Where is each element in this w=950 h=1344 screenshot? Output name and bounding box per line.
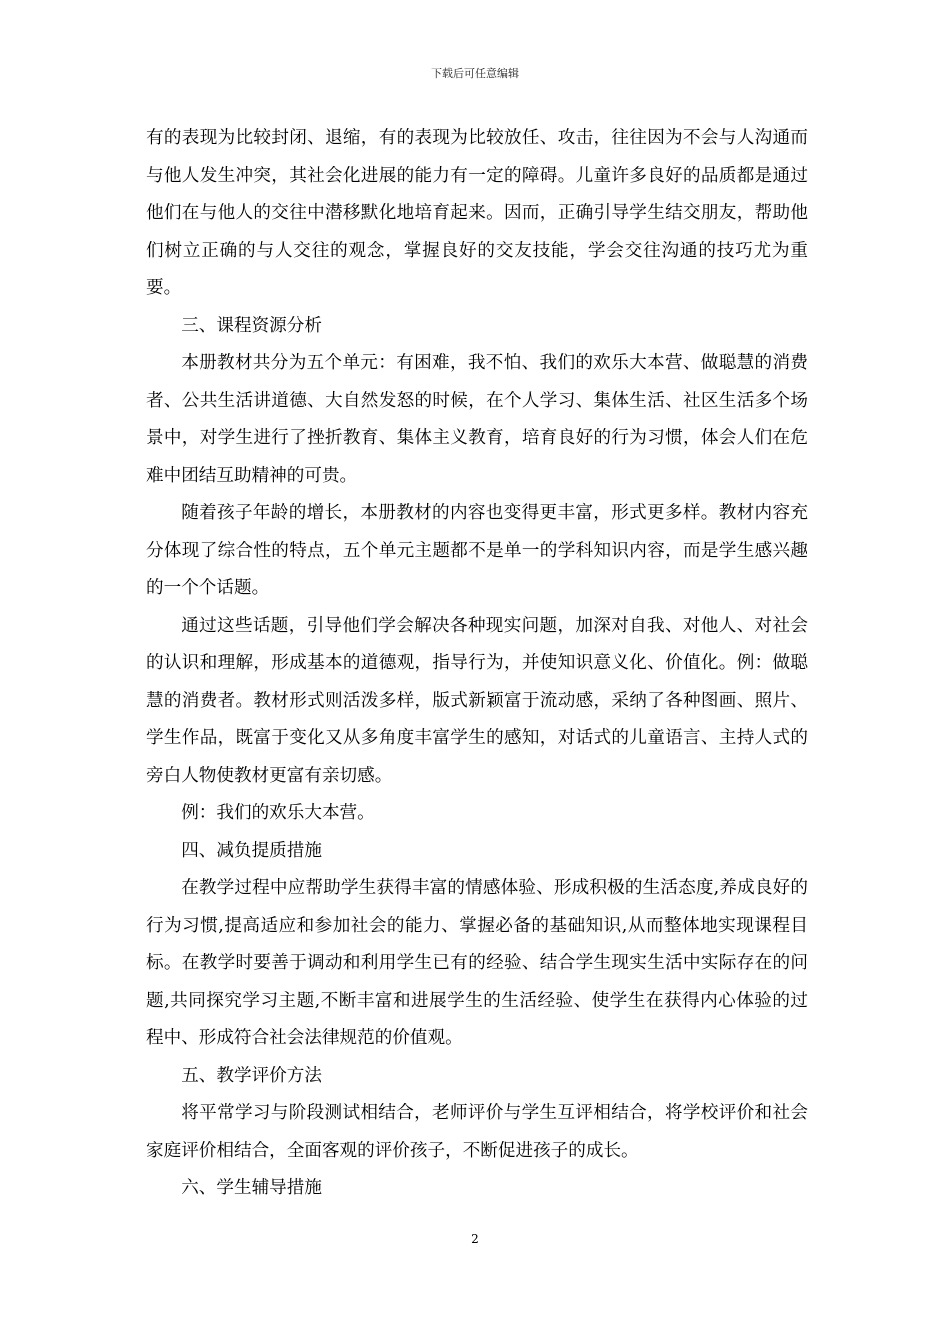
paragraph: 在教学过程中应帮助学生获得丰富的情感体验、形成积极的生活态度,养成良好的行为习惯,提高适应和参加社会的能力、掌握必备的基础知识,从而整体地实现课程目标。在教学时要善于调动和利用学生已有的经验、结合学生现实生活中实际存在的问题,共同探究学习主题,不断丰富和进展学生的生活经验、使学生在获得内心体验的过程中、形成符合社会法律规范的价值观。 (146, 878, 808, 1048)
section-heading-burden-reduction: 四、减负提质措施 (181, 840, 322, 861)
paragraph: 将平常学习与阶段测试相结合，老师评价与学生互评相结合，将学校评价和社会家庭评价相结合，全面客观的评价孩子，不断促进孩子的成长。 (146, 1103, 808, 1161)
paragraph: 通过这些话题，引导他们学会解决各种现实问题，加深对自我、对他人、对社会的认识和理解，形成基本的道德观，指导行为，并使知识意义化、价值化。例：做聪慧的消费者。教材形式则活泼多样，版式新颖富于流动感，采纳了各种图画、照片、学生作品，既富于变化又从多角度丰富学生的感知，对话式的儿童语言、主持人式的旁白人物使教材更富有亲切感。 (146, 615, 808, 786)
paragraph: 例：我们的欢乐大本营。 (181, 803, 375, 823)
paragraph: 随着孩子年龄的增长，本册教材的内容也变得更丰富，形式更多样。教材内容充分体现了综合性的特点，五个单元主题都不是单一的学科知识内容，而是学生感兴趣的一个个话题。 (146, 503, 808, 598)
section-heading-evaluation-methods: 五、教学评价方法 (181, 1065, 322, 1086)
section-heading-student-guidance: 六、学生辅导措施 (181, 1178, 322, 1198)
paragraph: 本册教材共分为五个单元：有困难，我不怕、我们的欢乐大本营、做聪慧的消费者、公共生活讲道德、大自然发怒的时候，在个人学习、集体生活、社区生活多个场景中，对学生进行了挫折教育、集体主义教育，培育良好的行为习惯，体会人们在危难中团结互助精神的可贵。 (146, 353, 808, 486)
section-heading-course-resources: 三、课程资源分析 (181, 315, 322, 336)
document-body (146, 120, 808, 1208)
page-number: 2 (471, 1232, 479, 1246)
page-header: 下载后可任意编辑 (431, 67, 519, 80)
paragraph-continuation: 有的表现为比较封闭、退缩，有的表现为比较放任、攻击，往往因为不会与人沟通而与他人发生冲突，其社会化进展的能力有一定的障碍。儿童许多良好的品质都是通过他们在与他人的交往中潜移默化地培育起来。因而，正确引导学生结交朋友，帮助他们树立正确的与人交往的观念，掌握良好的交友技能，学会交往沟通的技巧尤为重要。 (146, 128, 808, 298)
